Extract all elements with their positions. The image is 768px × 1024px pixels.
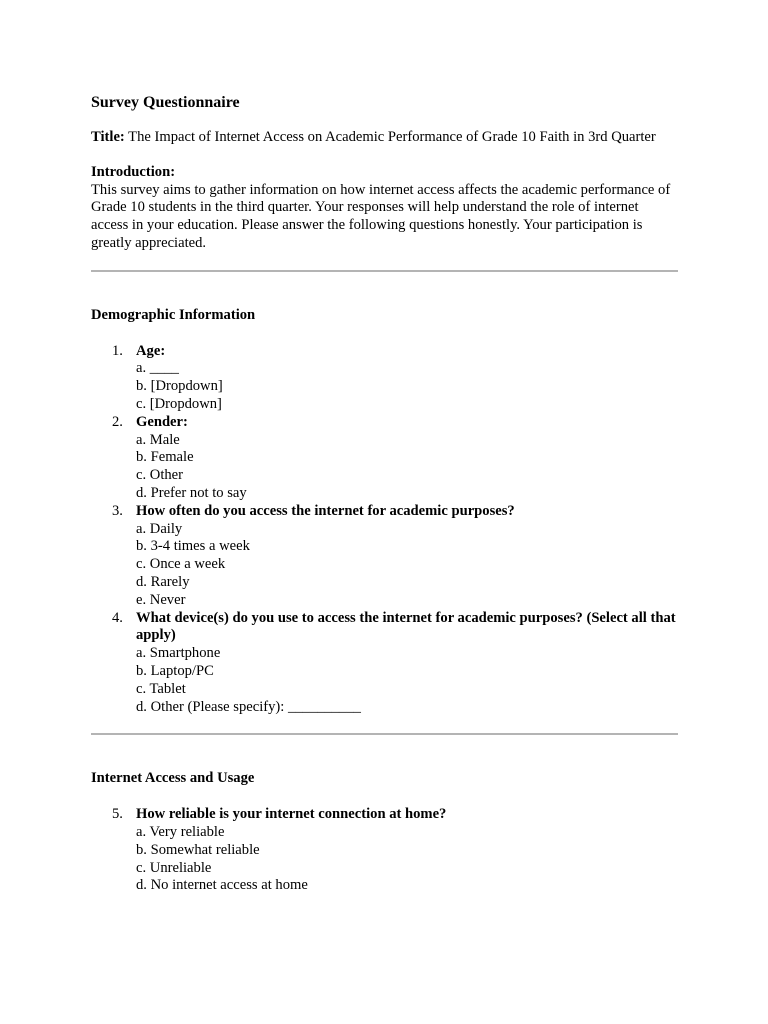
answer-option[interactable]: a. Very reliable xyxy=(136,823,225,840)
question-text: What device(s) do you use to access the internet for academic purposes? (Select all that apply) xyxy=(136,609,676,644)
question-item xyxy=(91,610,678,717)
question-item xyxy=(91,414,678,503)
section-heading-internet-access: Internet Access and Usage xyxy=(91,770,255,787)
intro-heading: Introduction: xyxy=(91,163,176,180)
survey-title-label: Title: xyxy=(91,129,125,145)
answer-option[interactable]: d. Prefer not to say xyxy=(136,484,247,501)
survey-title-text: The Impact of Internet Access on Academic Performance of Grade 10 Faith in 3rd Quarter xyxy=(124,129,656,145)
question-text: Gender: xyxy=(136,413,188,430)
answer-option[interactable]: c. Tablet xyxy=(136,680,186,697)
answer-option[interactable]: a. Male xyxy=(136,431,180,448)
question-text: How often do you access the internet for academic purposes? xyxy=(136,502,515,519)
answer-option[interactable]: b. 3-4 times a week xyxy=(136,538,250,555)
answer-option[interactable]: b. Laptop/PC xyxy=(136,662,214,679)
question-number: 1. xyxy=(112,342,123,359)
answer-option[interactable]: c. Unreliable xyxy=(136,859,212,876)
question-item xyxy=(91,343,678,414)
section-heading-demographic: Demographic Information xyxy=(91,306,256,323)
question-text: How reliable is your internet connection at home? xyxy=(136,806,447,823)
answer-option[interactable]: d. Other (Please specify): __________ xyxy=(136,698,361,715)
answer-option[interactable]: d. Rarely xyxy=(136,573,190,590)
answer-option[interactable]: b. Female xyxy=(136,449,194,466)
answer-option[interactable]: b. [Dropdown] xyxy=(136,378,223,395)
document-heading: Survey Questionnaire xyxy=(91,94,240,111)
answer-option[interactable]: c. [Dropdown] xyxy=(136,395,222,412)
question-number: 3. xyxy=(112,502,123,519)
answer-option[interactable]: e. Never xyxy=(136,591,186,608)
answer-option[interactable]: a. Daily xyxy=(136,520,183,537)
question-item xyxy=(91,806,678,895)
question-text: Age: xyxy=(136,342,166,359)
survey-title-line xyxy=(91,129,678,147)
question-item xyxy=(91,503,678,610)
intro-text: This survey aims to gather information on how internet access affects the academic performance of Grade 10 students in the third quarter. Your responses will help understand the role of internet access in your education. Please answer the following questions honestly. Your participation is greatly appreciated. xyxy=(91,181,671,251)
question-number: 2. xyxy=(112,413,123,430)
question-number: 5. xyxy=(112,806,123,823)
answer-option[interactable]: c. Other xyxy=(136,467,184,484)
answer-option[interactable]: d. No internet access at home xyxy=(136,877,308,894)
answer-option[interactable]: b. Somewhat reliable xyxy=(136,841,260,858)
answer-option[interactable]: c. Once a week xyxy=(136,556,226,573)
answer-option[interactable]: a. Smartphone xyxy=(136,645,221,662)
question-list xyxy=(91,343,678,717)
question-list xyxy=(91,806,678,895)
question-number: 4. xyxy=(112,609,123,626)
answer-option[interactable]: a. ____ xyxy=(136,360,179,377)
